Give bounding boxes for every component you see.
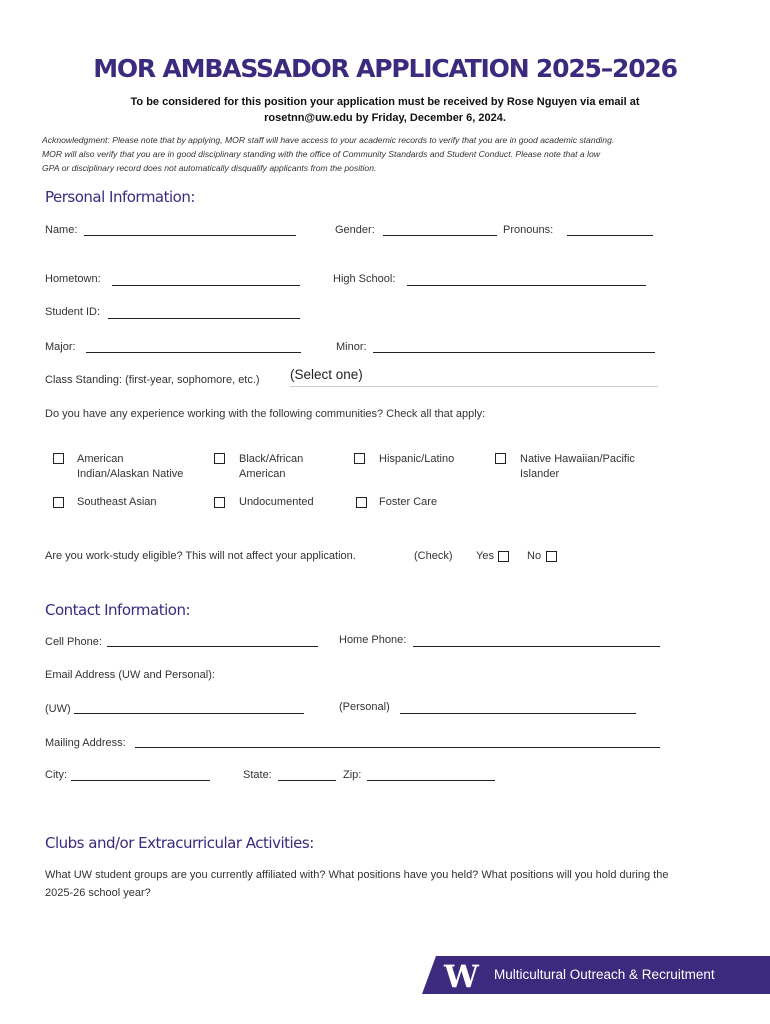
class-standing-value: (Select one) — [290, 367, 363, 382]
form-title: MOR AMBASSADOR APPLICATION 2025–2026 — [93, 54, 677, 83]
clubs-question-line-2: 2025-26 school year? — [45, 887, 151, 899]
checkbox-work-study-yes[interactable] — [498, 551, 509, 562]
high-school-label: High School: — [333, 273, 396, 285]
high-school-field[interactable] — [407, 285, 646, 286]
deadline-line-2: rosetnn@uw.edu by Friday, December 6, 2024. — [264, 112, 506, 124]
uw-email-field[interactable] — [74, 713, 304, 714]
option-undocumented: Undocumented — [239, 496, 314, 508]
personal-email-field[interactable] — [400, 713, 636, 714]
checkbox-native-hawaiian[interactable] — [495, 453, 506, 464]
work-study-question: Are you work-study eligible? This will not affect your application. — [45, 550, 356, 562]
cell-phone-field[interactable] — [107, 646, 318, 647]
communities-question: Do you have any experience working with the following communities? Check all that apply: — [45, 408, 486, 420]
footer-text: Multicultural Outreach & Recruitment — [494, 967, 715, 982]
mailing-address-label: Mailing Address: — [45, 737, 126, 749]
option-southeast-asian: Southeast Asian — [77, 496, 157, 508]
cell-phone-label: Cell Phone: — [45, 636, 102, 648]
option-foster-care: Foster Care — [379, 496, 438, 508]
major-field[interactable] — [86, 352, 301, 353]
zip-label: Zip: — [343, 769, 362, 781]
acknowledgment-line-3: GPA or disciplinary record does not automatically disqualify applicants from the position. — [42, 163, 377, 173]
hometown-label: Hometown: — [45, 273, 101, 285]
contact-info-heading: Contact Information: — [45, 601, 191, 619]
state-label: State: — [243, 769, 272, 781]
name-field[interactable] — [84, 235, 296, 236]
minor-label: Minor: — [336, 341, 367, 353]
email-address-label: Email Address (UW and Personal): — [45, 669, 215, 681]
mailing-address-field[interactable] — [135, 747, 660, 748]
yes-label: Yes — [476, 550, 494, 562]
clubs-question-line-1: What UW student groups are you currently affiliated with? What positions have you held? What positions will you hold during the — [45, 869, 669, 881]
checkbox-southeast-asian[interactable] — [53, 497, 64, 508]
class-standing-select[interactable] — [290, 366, 658, 387]
city-field[interactable] — [71, 780, 210, 781]
zip-field[interactable] — [367, 780, 495, 781]
checkbox-undocumented[interactable] — [214, 497, 225, 508]
minor-field[interactable] — [373, 352, 655, 353]
home-phone-label: Home Phone: — [339, 634, 407, 646]
option-hispanic-latino: Hispanic/Latino — [379, 453, 455, 465]
home-phone-field[interactable] — [413, 646, 660, 647]
no-label: No — [527, 550, 542, 562]
personal-email-label: (Personal) — [339, 701, 390, 713]
option-native-hawaiian: Native Hawaiian/Pacific Islander — [520, 453, 635, 480]
major-label: Major: — [45, 341, 76, 353]
footer-banner — [422, 956, 770, 994]
deadline-line-1: To be considered for this position your application must be received by Rose Nguyen via email at — [130, 96, 640, 108]
student-id-field[interactable] — [108, 318, 300, 319]
checkbox-american-indian[interactable] — [53, 453, 64, 464]
city-label: City: — [45, 769, 67, 781]
hometown-field[interactable] — [112, 285, 300, 286]
class-standing-label: Class Standing: (first-year, sophomore, etc.) — [45, 374, 260, 386]
checkbox-black-african-american[interactable] — [214, 453, 225, 464]
gender-label: Gender: — [335, 224, 375, 236]
pronouns-label: Pronouns: — [503, 224, 554, 236]
checkbox-foster-care[interactable] — [356, 497, 367, 508]
option-black-african-american: Black/African American — [239, 453, 304, 480]
checkbox-hispanic-latino[interactable] — [354, 453, 365, 464]
name-label: Name: — [45, 224, 78, 236]
acknowledgment-line-2: MOR will also verify that you are in good disciplinary standing with the office of Community Standards and Student Conduct. Please note that a low — [42, 149, 600, 159]
student-id-label: Student ID: — [45, 306, 101, 318]
uw-email-label: (UW) — [45, 703, 71, 715]
uw-logo-icon: W — [444, 959, 477, 995]
state-field[interactable] — [278, 780, 336, 781]
acknowledgment-line-1: Acknowledgment: Please note that by applying, MOR staff will have access to your academic records to verify that you are in good academic standing. — [42, 135, 615, 145]
personal-info-heading: Personal Information: — [45, 188, 195, 206]
gender-field[interactable] — [383, 235, 497, 236]
option-american-indian: American Indian/Alaskan Native — [77, 453, 184, 480]
pronouns-field[interactable] — [567, 235, 653, 236]
clubs-heading: Clubs and/or Extracurricular Activities: — [45, 834, 314, 852]
footer-notch — [422, 956, 436, 994]
checkbox-work-study-no[interactable] — [546, 551, 557, 562]
work-study-check-label: (Check) — [414, 550, 453, 562]
